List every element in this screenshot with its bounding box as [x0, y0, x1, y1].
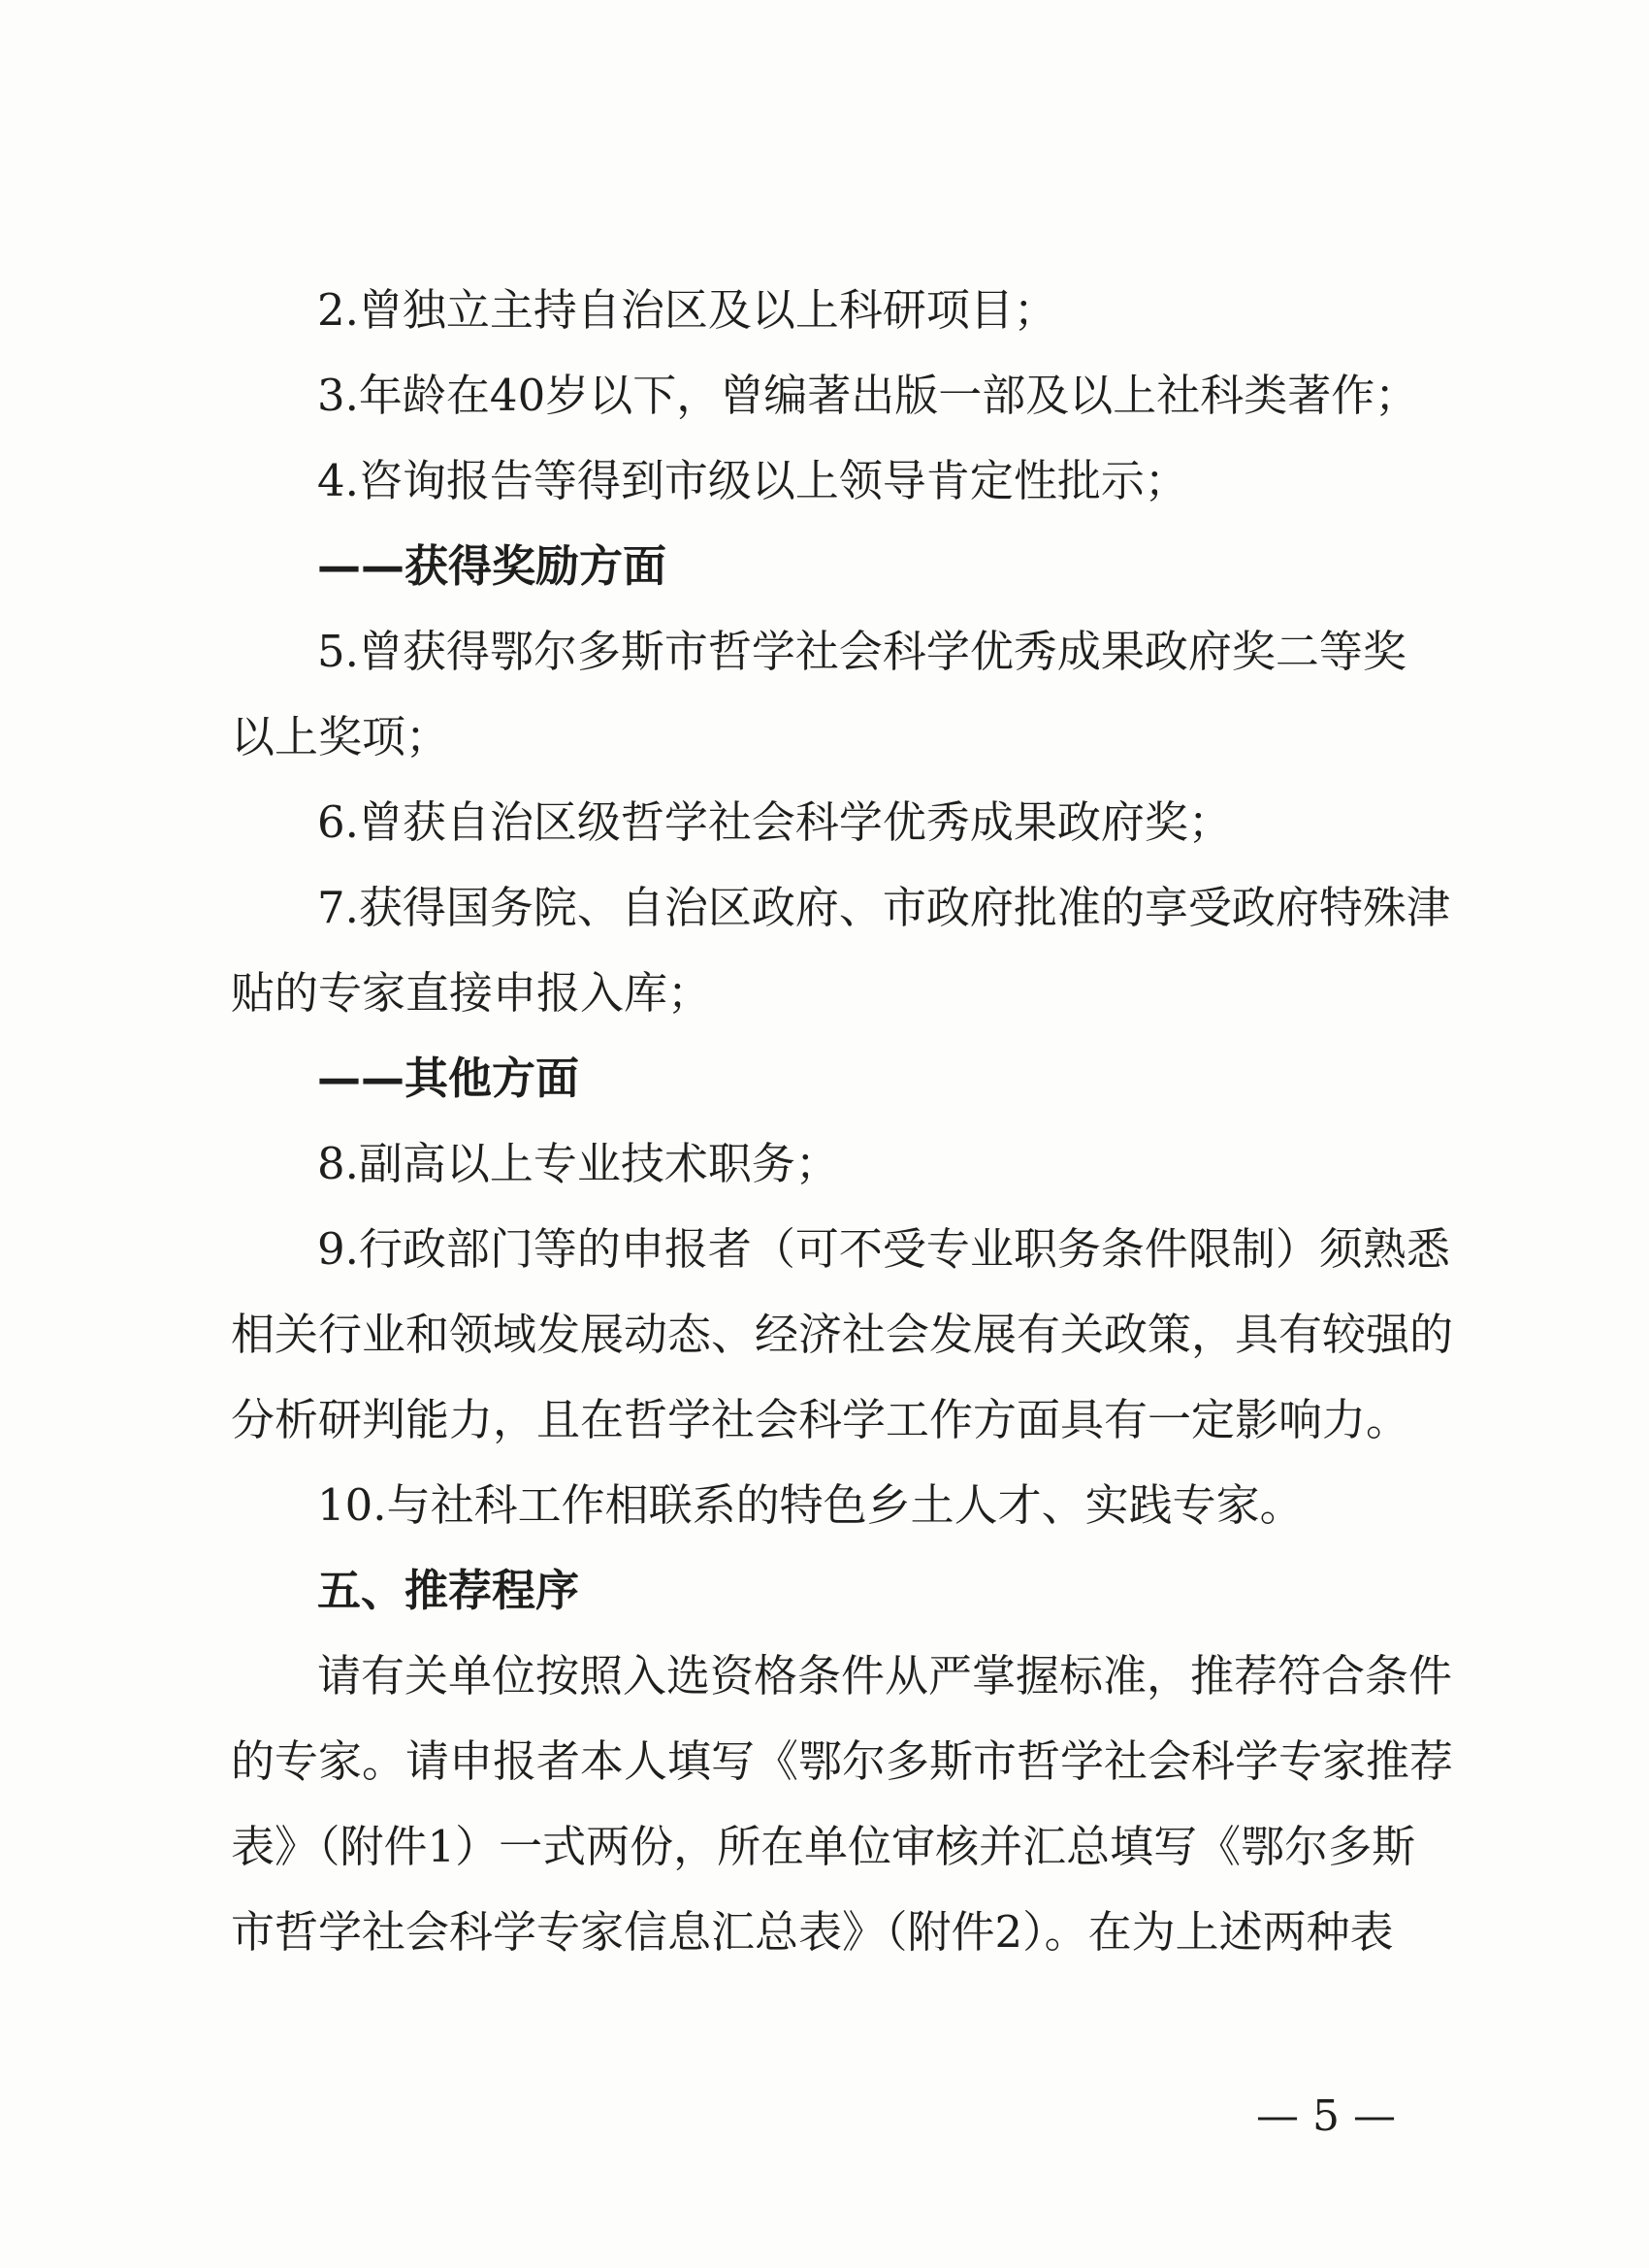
page-number: — 5 — [1256, 2091, 1396, 2141]
section-other-heading: ——其他方面 [317, 1053, 580, 1104]
paragraph-line-4: 市哲学社会科学专家信息汇总表》（附件2）。在为上述两种表 [231, 1906, 1394, 1958]
item-9-cont-1: 相关行业和领域发展动态、经济社会发展有关政策，具有较强的 [231, 1309, 1454, 1360]
item-7: 7.获得国务院、自治区政府、市政府批准的享受政府特殊津 [317, 882, 1450, 933]
section-five-heading: 五、推荐程序 [317, 1565, 580, 1616]
item-5: 5.曾获得鄂尔多斯市哲学社会科学优秀成果政府奖二等奖 [317, 626, 1406, 677]
section-awards-heading: ——获得奖励方面 [317, 540, 667, 592]
item-2: 2.曾独立主持自治区及以上科研项目； [317, 284, 1057, 336]
item-4: 4.咨询报告等得到市级以上领导肯定性批示； [317, 455, 1188, 506]
paragraph-line-2: 的专家。请申报者本人填写《鄂尔多斯市哲学社会科学专家推荐 [231, 1735, 1454, 1787]
item-5-cont: 以上奖项； [231, 711, 450, 762]
item-3: 3.年龄在40岁以下，曾编著出版一部及以上社科类著作； [317, 370, 1419, 421]
item-10: 10.与社科工作相联系的特色乡土人才、实践专家。 [317, 1479, 1304, 1531]
item-9: 9.行政部门等的申报者（可不受专业职务条件限制）须熟悉 [317, 1223, 1450, 1275]
item-8: 8.副高以上专业技术职务； [317, 1138, 839, 1189]
item-7-cont: 贴的专家直接申报入库； [231, 967, 712, 1019]
paragraph-line-1: 请有关单位按照入选资格条件从严掌握标准，推荐符合条件 [317, 1650, 1453, 1701]
item-6: 6.曾获自治区级哲学社会科学优秀成果政府奖； [317, 796, 1232, 848]
paragraph-line-3: 表》（附件1）一式两份，所在单位审核并汇总填写《鄂尔多斯 [231, 1821, 1416, 1872]
item-9-cont-2: 分析研判能力，且在哲学社会科学工作方面具有一定影响力。 [231, 1394, 1410, 1445]
